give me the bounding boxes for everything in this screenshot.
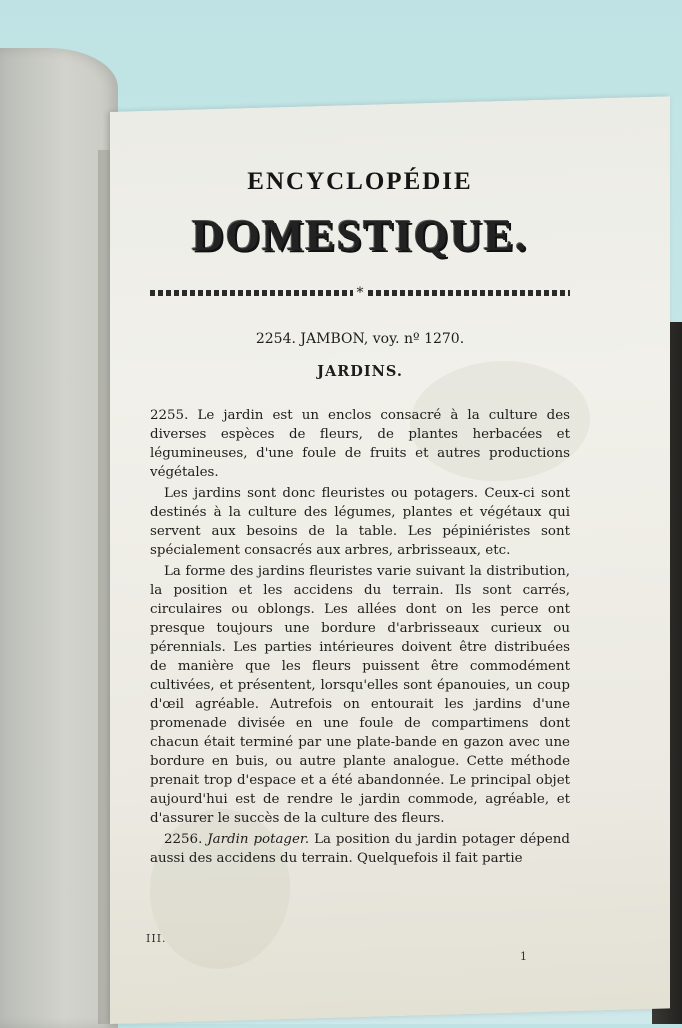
paragraph-text: Le jardin est un enclos consacré à la culture des diverses espèces de fleurs, de plantes herbacées et légumineuses, d'une foule de fruits et autres productions végétales.: [150, 408, 570, 480]
paragraph-text: Les jardins sont donc fleuristes ou potagers. Ceux-ci sont destinés à la culture des légumes, plantes et végétaux qui servent aux besoins de la table. Les pépiniéristes sont spécialement consacrés aux arbres, arbrisseaux, etc.: [150, 486, 570, 558]
page-content: [150, 160, 570, 870]
ornament-divider: [150, 285, 570, 301]
entry-number: 2254.: [255, 331, 296, 347]
section-heading: JARDINS.: [317, 363, 403, 380]
paragraph-jardins-forme: [150, 562, 570, 828]
title-encyclopedie: ENCYCLOPÉDIE: [247, 168, 473, 195]
paragraph-text: La position du jardin potager dépend aussi des accidens du terrain. Quelquefois il fait partie: [150, 832, 571, 866]
paragraph-2255: [150, 406, 570, 482]
ornament-rule-right: [368, 290, 571, 296]
paragraph-jardins-types: [150, 484, 570, 560]
paragraph-2256: [150, 830, 570, 868]
entry-2254: [150, 331, 570, 347]
paragraph-number: 2255.: [150, 408, 189, 423]
page-number: 1: [520, 950, 527, 963]
paragraph-term: Jardin potager.: [207, 832, 310, 847]
title-domestique: DOMESTIQUE.: [191, 211, 529, 260]
signature-mark: III.: [146, 932, 167, 945]
paragraph-text: La forme des jardins fleuristes varie suivant la distribution, la position et les accidens du terrain. Ils sont carrés, circulaires ou oblongs. Les allées dont on les perce ont presque toujours une bordure d'arbrisseaux curieux ou pérennials. Les parties intérieures doivent être distribuées de manière que les fleurs puissent être commodément cultivées, et présentent, lorsqu'elles sont épanouies, un coup d'œil agréable. Autrefois on entourait les jardins d'une promenade divisée en une foule de compartimens dont chacun était terminé par une plate-bande en gazon avec une bordure en buis, ou autre plante analogue. Cette méthode prenait trop d'espace et a été abandonnée. Le principal objet aujourd'hui est de rendre le jardin commode, agréable, et d'assurer le succès de la culture des fleurs.: [150, 564, 570, 826]
ornament-star-icon: *: [356, 285, 364, 301]
paragraph-number: 2256.: [164, 832, 203, 847]
entry-text: JAMBON, voy. nº 1270.: [300, 331, 465, 347]
ornament-rule-left: [150, 290, 353, 296]
